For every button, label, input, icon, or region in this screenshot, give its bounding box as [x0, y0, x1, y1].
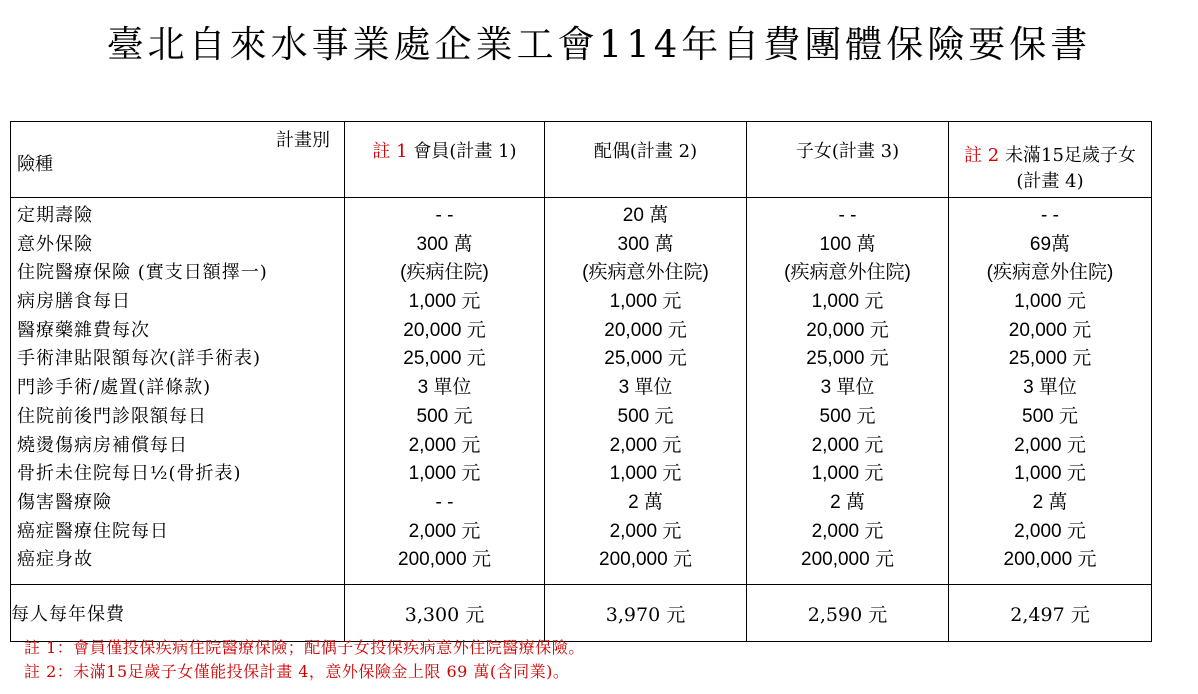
coverage-label: 傷害醫療險: [17, 491, 112, 513]
coverage-value: 3 單位: [417, 377, 472, 399]
coverage-value: - -: [435, 491, 454, 513]
plan-2-values-cell: [545, 198, 747, 585]
premium-value-1: 3,300 元: [345, 585, 545, 642]
coverage-label: 癌症身故: [17, 549, 93, 571]
premium-value-2: 3,970 元: [545, 585, 747, 642]
plan-1-values-cell: [345, 198, 545, 585]
coverage-value: 2,000 元: [609, 434, 682, 456]
coverage-value: 1,000 元: [1014, 463, 1086, 485]
premium-row: [11, 585, 1152, 642]
coverage-value: 500 元: [819, 405, 876, 427]
coverage-value: 20,000 元: [806, 319, 889, 341]
coverage-label: 病房膳食每日: [17, 291, 131, 313]
coverage-value: 2,000 元: [811, 434, 884, 456]
coverage-label: 門診手術/處置(詳條款): [17, 377, 212, 399]
coverage-value: 2,000 元: [1014, 520, 1086, 542]
coverage-value: 3 單位: [618, 377, 673, 399]
coverage-value: 500 元: [1022, 405, 1078, 427]
page-title: 臺北自來水事業處企業工會114年自費團體保險要保書: [106, 23, 1092, 66]
coverage-value: 25,000 元: [1008, 348, 1092, 370]
insurance-plan-table: [10, 121, 1152, 642]
coverage-label: 燒燙傷病房補償每日: [17, 434, 188, 456]
coverage-label: 醫療藥雜費每次: [17, 319, 150, 341]
plan-label-2: 配偶(計畫 2): [593, 141, 698, 162]
premium-value-3: 2,590 元: [747, 585, 949, 642]
plan-header-2: [545, 122, 747, 198]
coverage-value: 25,000 元: [604, 348, 687, 370]
coverage-value: 1,000 元: [408, 463, 481, 485]
coverage-value: 2,000 元: [408, 434, 481, 456]
coverage-value: 1,000 元: [1014, 291, 1086, 313]
coverage-label: 手術津貼限額每次(詳手術表): [17, 348, 262, 370]
premium-label: 每人每年保費: [11, 585, 345, 642]
coverage-label: 癌症醫療住院每日: [17, 520, 169, 542]
coverage-labels-cell: [11, 198, 345, 585]
coverage-value: 25,000 元: [403, 348, 486, 370]
coverage-value: 69萬: [1029, 233, 1071, 255]
coverage-value: 2,000 元: [811, 520, 884, 542]
plan-label-4-sub: (計畫 4): [1016, 171, 1084, 192]
premium-value-4: 2,497 元: [949, 585, 1152, 642]
coverage-value: 20,000 元: [1008, 319, 1092, 341]
note-tag-1: 註 1: [372, 141, 408, 162]
coverage-value: 2,000 元: [408, 520, 481, 542]
coverage-value: - -: [1041, 205, 1059, 226]
coverage-label: 骨折未住院每日½(骨折表): [17, 463, 242, 485]
note-tag-2: 註 2: [964, 145, 1000, 166]
coverage-value: (疾病意外住院): [582, 262, 709, 284]
coverage-label: 住院前後門診限額每日: [17, 405, 207, 427]
plan-label-1: 會員(計畫 1): [413, 141, 517, 162]
coverage-value: 1,000 元: [609, 291, 682, 313]
coverage-value: 200,000 元: [801, 549, 894, 571]
coverage-body-row: [11, 198, 1152, 585]
footnotes: [24, 636, 585, 684]
plan-3-values-cell: [747, 198, 949, 585]
coverage-value: 200,000 元: [599, 549, 692, 571]
coverage-label: 住院醫療保險 (實支日額擇一): [17, 262, 268, 284]
plan-label-4: 未滿15足歲子女: [1005, 145, 1136, 166]
coverage-value: - -: [435, 205, 454, 226]
coverage-value: 2 萬: [1032, 491, 1068, 513]
coverage-value: 25,000 元: [806, 348, 889, 370]
plan-label-3: 子女(計畫 3): [795, 141, 900, 162]
coverage-value: 20 萬: [622, 205, 669, 226]
coverage-label: 意外保險: [17, 233, 93, 255]
coverage-value: 3 單位: [1023, 377, 1077, 399]
coverage-value: 1,000 元: [811, 463, 884, 485]
insurance-type-heading: 險種: [17, 154, 53, 175]
coverage-value: 20,000 元: [403, 319, 486, 341]
coverage-value: 2 萬: [830, 491, 865, 513]
footnote-2: 註 2：未滿15足歲子女僅能投保計畫 4，意外保險金上限 69 萬(含同業)。: [24, 662, 570, 681]
coverage-value: 2,000 元: [1014, 434, 1086, 456]
table-header-row: [11, 122, 1152, 198]
coverage-value: - -: [838, 205, 857, 226]
coverage-value: 300 萬: [617, 233, 674, 255]
coverage-value: 100 萬: [819, 233, 876, 255]
coverage-value: (疾病住院): [400, 262, 489, 284]
coverage-value: 2,000 元: [609, 520, 682, 542]
plan-header-3: [747, 122, 949, 198]
coverage-value: 500 元: [617, 405, 674, 427]
coverage-value: 3 單位: [820, 377, 875, 399]
footnote-1: 註 1：會員僅投保疾病住院醫療保險；配偶子女投保疾病意外住院醫療保險。: [24, 638, 585, 657]
plan-header-4: [949, 122, 1152, 198]
coverage-value: (疾病意外住院): [784, 262, 911, 284]
coverage-value: 200,000 元: [398, 549, 491, 571]
coverage-value: 2 萬: [628, 491, 663, 513]
coverage-label: 定期壽險: [17, 205, 93, 226]
plan-header-1: [345, 122, 545, 198]
coverage-value: 500 元: [416, 405, 473, 427]
corner-header-cell: [11, 122, 345, 198]
coverage-value: 1,000 元: [609, 463, 682, 485]
coverage-value: 1,000 元: [408, 291, 481, 313]
plan-type-heading: 計畫別: [276, 130, 330, 151]
coverage-value: 200,000 元: [1003, 549, 1097, 571]
plan-4-values-cell: [949, 198, 1152, 585]
coverage-value: 300 萬: [416, 233, 473, 255]
coverage-value: (疾病意外住院): [986, 262, 1114, 284]
coverage-value: 20,000 元: [604, 319, 687, 341]
coverage-value: 1,000 元: [811, 291, 884, 313]
